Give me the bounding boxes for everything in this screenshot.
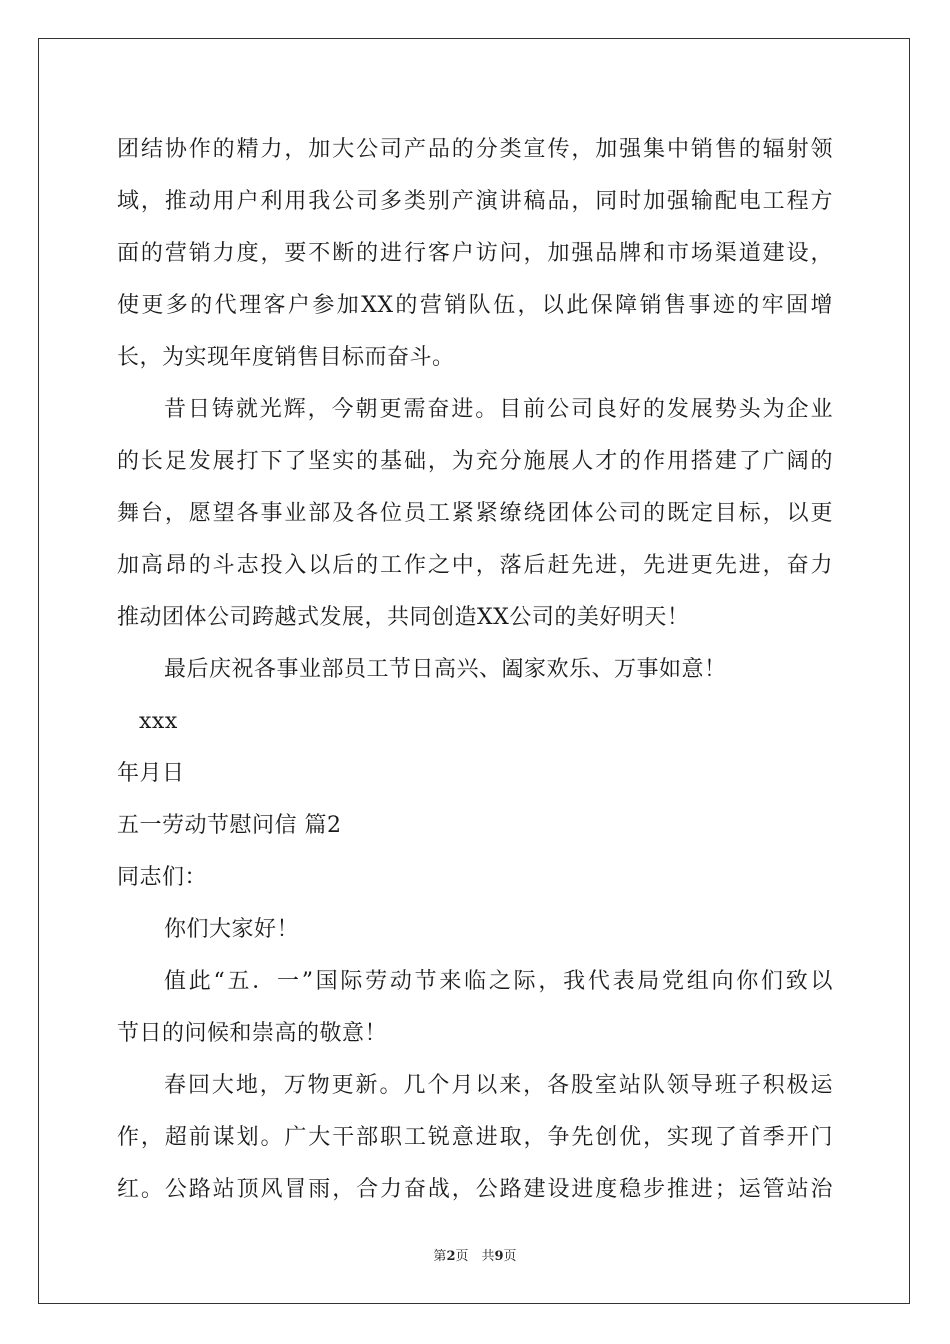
text-line: 值此“五．一”国际劳动节来临之际，我代表局党组向你们致以 bbox=[164, 969, 833, 994]
text-line: 作，超前谋划。广大干部职工锐意进取，争先创优，实现了首季开门 bbox=[117, 1125, 833, 1150]
text-line: 节日的问候和崇高的敬意！ bbox=[117, 1021, 388, 1046]
text-line: 推动团体公司跨越式发展，共同创造XX公司的美好明天！ bbox=[117, 605, 690, 630]
total-page-number: 9 bbox=[494, 1249, 504, 1264]
section-heading: 五一劳动节慰问信 篇2 bbox=[117, 813, 342, 838]
text-line: 使更多的代理客户参加XX的营销队伍，以此保障销售事迹的牢固增 bbox=[117, 293, 833, 318]
salutation: 同志们： bbox=[117, 865, 208, 890]
signature: xxx bbox=[139, 709, 178, 734]
text-line: 昔日铸就光辉，今朝更需奋进。目前公司良好的发展势头为企业 bbox=[164, 397, 833, 422]
text-line: 红。公路站顶风冒雨，合力奋战，公路建设进度稳步推进；运管站治 bbox=[117, 1177, 833, 1202]
page-footer bbox=[0, 1245, 950, 1264]
page-label-mid: 页 共 bbox=[455, 1249, 495, 1264]
text-line: 春回大地，万物更新。几个月以来，各股室站队领导班子积极运 bbox=[164, 1073, 833, 1098]
text-line: 最后庆祝各事业部员工节日高兴、阖家欢乐、万事如意！ bbox=[164, 657, 727, 682]
current-page-number: 2 bbox=[446, 1249, 456, 1264]
document-body bbox=[117, 124, 833, 1216]
date-line: 年月日 bbox=[117, 761, 185, 786]
text-line: 长，为实现年度销售目标而奋斗。 bbox=[117, 345, 455, 370]
text-line: 域，推动用户利用我公司多类别产演讲稿品，同时加强输配电工程方 bbox=[117, 189, 833, 214]
text-line: 的长足发展打下了坚实的基础，为充分施展人才的作用搭建了广阔的 bbox=[117, 449, 833, 474]
text-line: 舞台，愿望各事业部及各位员工紧紧缭绕团体公司的既定目标，以更 bbox=[117, 501, 833, 526]
page-label-suffix: 页 bbox=[503, 1249, 517, 1264]
text-line: 面的营销力度，要不断的进行客户访问，加强品牌和市场渠道建设， bbox=[117, 241, 833, 266]
text-line: 你们大家好！ bbox=[164, 917, 300, 942]
text-line: 加高昂的斗志投入以后的工作之中，落后赶先进，先进更先进，奋力 bbox=[117, 553, 833, 578]
page-label-prefix: 第 bbox=[433, 1249, 447, 1264]
text-line: 团结协作的精力，加大公司产品的分类宣传，加强集中销售的辐射领 bbox=[117, 137, 833, 162]
